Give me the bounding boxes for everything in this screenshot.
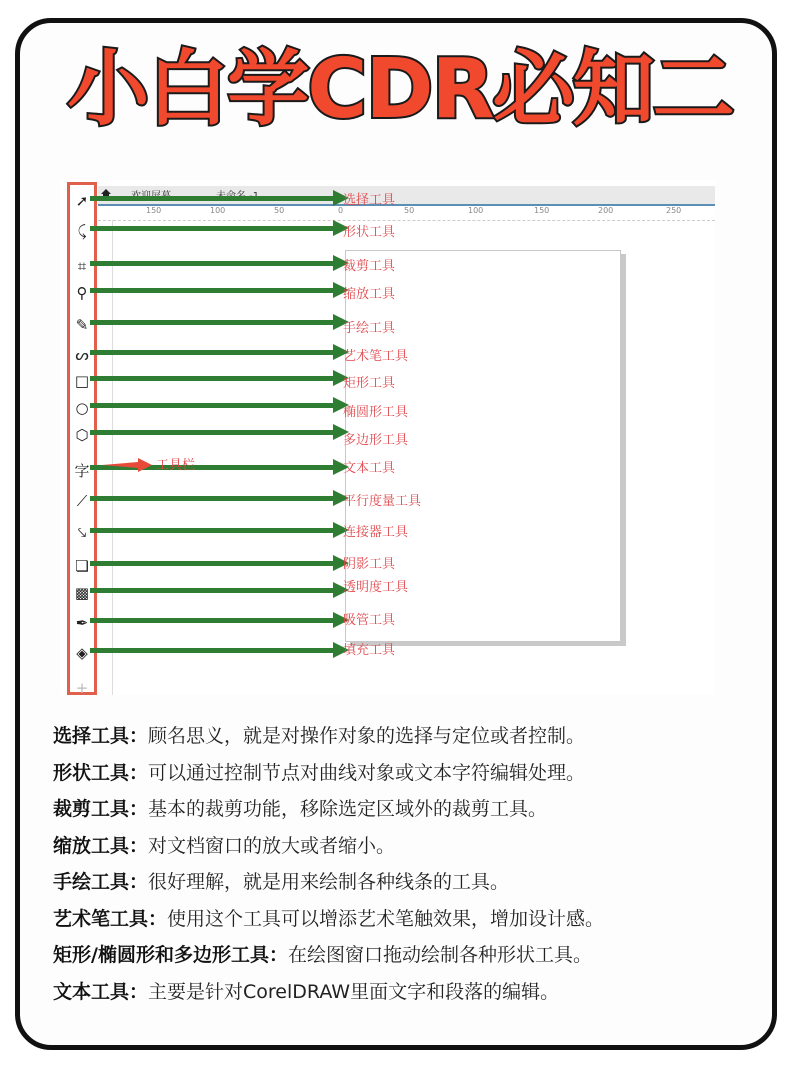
ruler-tick: 250 (666, 206, 682, 215)
description-text: 使用这个工具可以增添艺术笔触效果，增加设计感。 (167, 907, 605, 930)
description-row (53, 974, 773, 1011)
description-term: 缩放工具： (53, 834, 149, 857)
description-row (53, 791, 773, 828)
ruler-tick: 0 (338, 206, 344, 215)
description-row (53, 718, 773, 755)
tool-label: 透明度工具 (343, 580, 409, 595)
eyedropper-tool-icon[interactable]: ✒ (75, 614, 89, 632)
shape-tool-icon[interactable]: ⤹ (77, 222, 87, 240)
tool-label: 形状工具 (343, 225, 396, 240)
tool-label: 填充工具 (343, 643, 396, 658)
parallel-dimension-tool-icon[interactable]: ⟋ (76, 492, 88, 510)
tool-label: 阴影工具 (343, 557, 396, 572)
ruler-tick: 50 (274, 206, 285, 215)
description-row (53, 755, 773, 792)
description-term: 选择工具： (53, 725, 149, 747)
add-tool-icon[interactable]: + (75, 679, 89, 697)
ruler-tick: 150 (534, 206, 550, 215)
polygon-tool-icon[interactable]: ⬡ (75, 426, 89, 444)
toolbar-callout-label: 工具栏 (156, 458, 196, 473)
text-tool-icon[interactable]: 字 (74, 461, 90, 480)
tool-label: 多边形工具 (343, 433, 409, 448)
description-term: 手绘工具： (53, 871, 149, 893)
tool-label: 矩形工具 (343, 376, 396, 391)
tool-label: 艺术笔工具 (343, 349, 409, 364)
tool-label: 缩放工具 (343, 287, 396, 302)
tool-label: 手绘工具 (343, 321, 396, 336)
description-row (53, 864, 773, 901)
tool-label: 连接器工具 (343, 525, 409, 540)
zoom-tool-icon[interactable]: ⚲ (76, 284, 88, 302)
description-term: 文本工具： (53, 980, 149, 1003)
toolbar-callout (102, 457, 196, 476)
description-text: 很好理解，就是用来绘制各种线条的工具。 (148, 871, 510, 893)
horizontal-ruler (98, 206, 715, 221)
description-row (53, 937, 773, 974)
tool-label: 平行度量工具 (343, 494, 422, 509)
ruler-tick: 100 (210, 206, 226, 215)
rectangle-tool-icon[interactable]: □ (74, 372, 90, 390)
description-text: 在绘图窗口拖动绘制各种形状工具。 (287, 944, 592, 966)
description-text: 可以通过控制节点对曲线对象或文本字符编辑处理。 (148, 761, 586, 784)
artistic-media-tool-icon[interactable]: ᔕ (75, 346, 89, 364)
crop-tool-icon[interactable]: ⌗ (77, 257, 87, 275)
description-text: 主要是针对CorelDRAW里面文字和段落的编辑。 (148, 980, 560, 1003)
red-arrow-icon (102, 458, 152, 472)
transparency-tool-icon[interactable]: ▩ (74, 584, 90, 602)
tool-descriptions (53, 718, 773, 1010)
description-text: 对文档窗口的放大或者缩小。 (148, 834, 396, 857)
description-text: 顾名思义，就是对操作对象的选择与定位或者控制。 (148, 725, 586, 747)
description-row (53, 828, 773, 865)
ellipse-tool-icon[interactable]: ○ (75, 399, 89, 417)
tool-label: 裁剪工具 (343, 259, 396, 274)
connector-tool-icon[interactable]: ⤥ (77, 524, 87, 542)
description-term: 形状工具： (53, 761, 149, 784)
tool-label: 选择工具 (343, 193, 396, 208)
tool-label: 椭圆形工具 (343, 405, 409, 420)
ruler-tick: 150 (146, 206, 162, 215)
tool-label: 吸管工具 (343, 613, 396, 628)
drop-shadow-tool-icon[interactable]: ❏ (75, 557, 89, 575)
description-text: 基本的裁剪功能，移除选定区域外的裁剪工具。 (148, 798, 548, 820)
page-title: 小白学CDR必知二 (67, 42, 733, 137)
coreldraw-screenshot (60, 180, 715, 695)
description-term: 艺术笔工具： (53, 907, 168, 930)
pick-tool-icon[interactable]: ➚ (75, 192, 89, 210)
description-term: 裁剪工具： (53, 798, 149, 820)
description-term: 矩形/椭圆形和多边形工具： (53, 944, 288, 966)
freehand-tool-icon[interactable]: ✎ (75, 316, 89, 334)
description-row (53, 901, 773, 938)
ruler-tick: 100 (468, 206, 484, 215)
tool-label: 文本工具 (343, 461, 396, 476)
fill-tool-icon[interactable]: ◈ (76, 644, 88, 662)
ruler-tick: 200 (598, 206, 614, 215)
ruler-tick: 50 (404, 206, 415, 215)
